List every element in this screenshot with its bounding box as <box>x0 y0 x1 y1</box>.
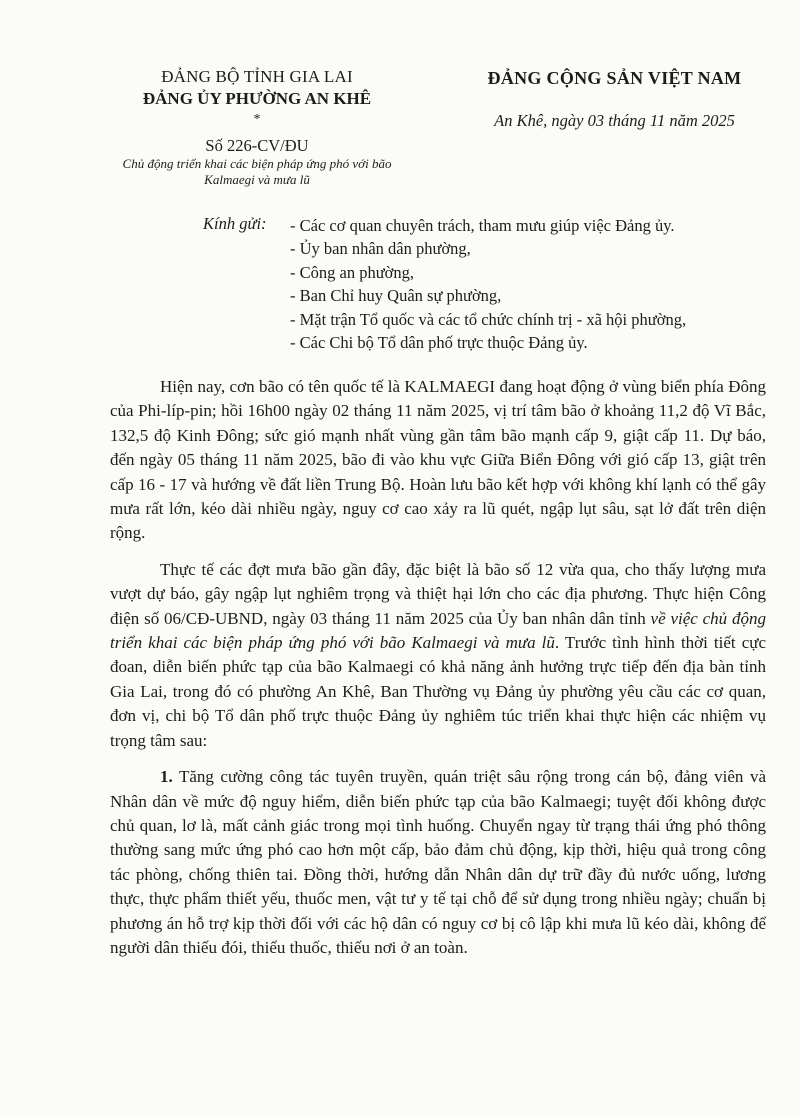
recipients-label: Kính gửi: <box>203 214 267 233</box>
national-header-block <box>462 66 767 132</box>
paragraph-text: . Trước tình hình thời tiết cực đoan, diễn biến phức tạp của bão Kalmaegi có khả năng ảnh hưởng trực tiếp đến địa bàn tỉnh Gia Lai, trong đó có phường An Khê, Ban Thường vụ Đảng ủy phường yêu cầu các cơ quan, đơn vị, chi bộ Tổ dân phố trực thuộc Đảng ủy nghiêm túc triển khai thực hiện các nhiệm vụ trọng tâm sau: <box>110 633 767 750</box>
date-line: An Khê, ngày 03 tháng 11 năm 2025 <box>494 111 735 130</box>
paragraph-text: Tăng cường công tác tuyên truyền, quán triệt sâu rộng trong cán bộ, đảng viên và Nhân dân về mức độ nguy hiểm, diễn biến phức tạp của bão Kalmaegi; tuyệt đối không được chủ quan, lơ là, mất cảnh giác trong mọi tình huống. Chuyển ngay từ trạng thái ứng phó thông thường sang mức ứng phó cao hơn một cấp, bảo đảm chủ động, kịp thời, hiệu quả trong công tác phòng, chống thiên tai. Đồng thời, hướng dẫn Nhân dân dự trữ đầy đủ nước uống, lương thực, thực phẩm thiết yếu, thuốc men, vật tư y tế tại chỗ để sử dụng trong nhiều ngày; chuẩn bị phương án hỗ trợ kịp thời đối với các hộ dân có nguy cơ bị cô lập khi mưa lũ kéo dài, không để người dân thiếu đói, thiếu thuốc, thiếu nơi ở an toàn. <box>110 767 766 957</box>
recipient-item: - Các cơ quan chuyên trách, tham mưu giúp việc Đảng ủy. <box>290 216 675 235</box>
issuing-organization: ĐẢNG ỦY PHƯỜNG AN KHÊ <box>142 89 372 108</box>
italic-reference: về việc chủ động triển khai các biện pháp ứng phó với bão Kalmaegi và mưa lũ <box>110 608 766 653</box>
paragraph-text: Hiện nay, cơn bão có tên quốc tế là KALMAEGI đang hoạt động ở vùng biển phía Đông của Phi-líp-pin; hồi 16h00 ngày 02 tháng 11 năm 2025, vị trí tâm bão ở khoảng 11,2 độ Vĩ Bắc, 132,5 độ Kinh Đông; sức gió mạnh nhất vùng gần tâm bão mạnh cấp 9, giật cấp 11. Dự báo, đến ngày 05 tháng 11 năm 2025, bão đi vào khu vực Giữa Biển Đông với gió cấp 13, giật trên cấp 16 - 17 và hướng về đất liền Trung Bộ. Hoàn lưu bão kết hợp với không khí lạnh có thể gây mưa rất lớn, kéo dài nhiều ngày, nguy cơ cao xảy ra lũ quét, ngập lụt sâu, sạt lở đất trên diện rộng. <box>110 377 766 543</box>
separator-star: * <box>253 112 261 127</box>
parent-organization: ĐẢNG BỘ TỈNH GIA LAI <box>161 67 353 86</box>
document-body <box>110 375 766 972</box>
paragraph-situation <box>110 375 766 546</box>
paragraph-text: Thực tế các đợt mưa bão gần đây, đặc biệt là bão số 12 vừa qua, cho thấy lượng mưa vượt dự báo, gây ngập lụt nghiêm trọng và thiệt hại lớn cho các địa phương. Thực hiện Công điện số 06/CĐ-UBND, ngày 03 tháng 11 năm 2025 của Ủy ban nhân dân tỉnh <box>110 559 766 628</box>
recipient-item: - Các Chi bộ Tổ dân phố trực thuộc Đảng ủy. <box>290 333 588 353</box>
recipient-item: - Ủy ban nhân dân phường, <box>290 239 471 259</box>
recipient-item: - Ban Chỉ huy Quân sự phường, <box>290 286 502 306</box>
recipient-item: - Công an phường, <box>290 262 414 282</box>
document-number: Số 226-CV/ĐU <box>205 136 309 155</box>
recipients-block <box>203 214 763 354</box>
party-name: ĐẢNG CỘNG SẢN VIỆT NAM <box>487 68 742 88</box>
document-subject: Chủ động triển khai các biện pháp ứng phó với bão Kalmaegi và mưa lũ <box>122 156 392 187</box>
paragraph-task-1 <box>110 765 766 960</box>
recipient-item: - Mặt trận Tổ quốc và các tổ chức chính trị - xã hội phường, <box>290 309 687 329</box>
issuer-block <box>112 66 402 188</box>
paragraph-directive <box>110 558 766 753</box>
recipients-list <box>203 214 763 354</box>
task-number: 1. <box>160 767 173 787</box>
